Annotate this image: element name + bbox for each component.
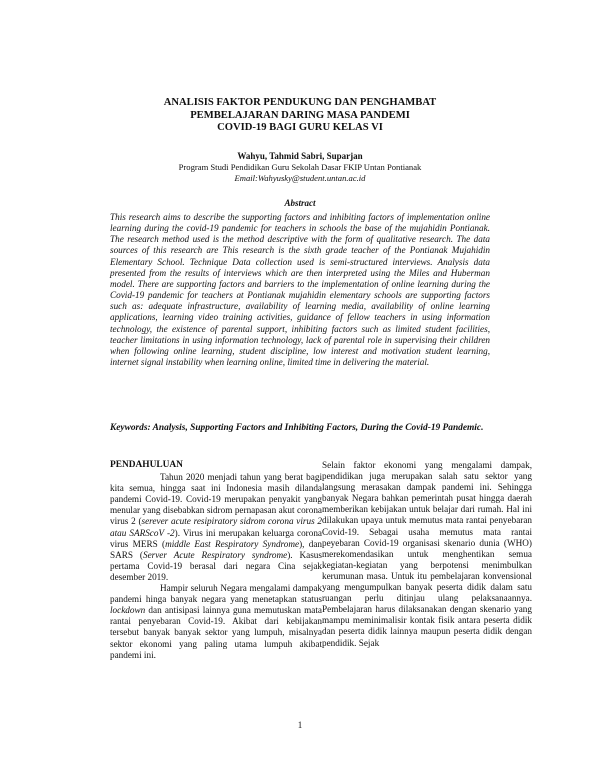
keywords: Keywords: Analysis, Supporting Factors and Inhibiting Factors, During the Covid-19 Pandemic. <box>110 423 484 433</box>
email: Email:Wahyusky@student.untan.ac.id <box>234 173 366 183</box>
text: ). Virus ini merupakan keluarga corona virus MERS ( <box>110 527 322 549</box>
text-italic: Server Acute Respiratory syndrome <box>142 549 288 560</box>
text-italic: middle East Respiratory Syndrome <box>165 538 300 549</box>
paragraph <box>110 472 322 583</box>
abstract-heading: Abstract <box>284 198 316 208</box>
title-line: PEMBELAJARAN DARING MASA PANDEMI <box>190 109 410 121</box>
paragraph: Selain faktor ekonomi yang mengalami dampak, pendidikan juga merupakan salah satu sektor yang langsung merasakan dampak pandemi ini. Sehingga banyak Negara bahkan pemerintah pusat hingga daerah memberikan kebijakan untuk belajar dari rumah. Hal ini dilakukan upaya untuk memutus mata rantai penyebaran Covid-19. Sebagai usaha memutus mata rantai peyebaran Covid-19 organisasi skenario dunia (WHO) merekomendasikan untuk menghentikan semua kegiatan-kegiatan yang berpotensi menimbulkan kerumunan masa. Untuk itu pembelajaran konvensional yang mengumpulkan banyak peserta didik dalam satu ruangan perlu ditinjau ulang pelaksanaannya. Pembelajaran harus dilaksanakan dengan skenario yang mampu meminimalisir kontak fisik antara peserta didik dan peserta didik lainnya maupun peserta didik dengan pendidik. Sejak <box>322 460 532 648</box>
paragraph <box>110 583 322 661</box>
text-italic: lockdown <box>110 605 146 616</box>
text: Hampir seluruh Negara mengalami dampak pandemi hinga banyak negara yang menetapkan status <box>110 583 322 605</box>
right-column <box>322 460 532 649</box>
abstract-text: This research aims to describe the supporting factors and inhibiting factors of implementation online learning during the covid-19 pandemic for teachers in schools the base of the mujahidin Pontianak. The research method used is the method descriptive with the form of qualitative research. The data sources of this research are This research is the sixth grade teacher of the Pontianak Mujahidin Elementary School. Technique Data collection used is semi-structured interviews. Analysis data presented from the results of interviews which are then interpreted using the Miles and Huberman model. There are supporting factors and barriers to the implementation of online learning during the Covid-19 pandemic for teachers at Pontianak mujahidin elementary schools are supporting factors such as: adequate infrastructure, availability of learning media, availability of online learning applications, learning video training activities, guidance of fellow teachers in using information technology, the existence of parental support, inhibiting factors such as limited student facilities, teacher limitations in using information technology, lack of parental role in supervising their children when following online learning, student discipline, low interest and motivation student learning, internet signal instability when learning online, limited time in delivering the material. <box>110 212 490 368</box>
text: ), dan SARS ( <box>110 538 322 560</box>
section-heading: PENDAHULUAN <box>110 460 183 470</box>
paper-title <box>100 97 500 135</box>
text: Tahun 2020 menjadi tahun yang berat bagi kita semua, hingga saat ini Indonesia masih dilanda pandemi Covid-19. Covid-19 merupakan penyakit yang menular yang disebabkan sidrom pernapasan akut corona virus 2 ( <box>110 472 322 527</box>
text: ). Kasus pertama Covid-19 berasal dari negara Cina sejak desember 2019. <box>110 549 322 582</box>
affiliation: Program Studi Pendidikan Guru Sekolah Dasar FKIP Untan Pontianak <box>178 162 422 172</box>
text: dan antisipasi lainnya guna memutuskan mata rantai penyebaran Covid-19. Akibat dari kebijakan tersebut banyak banyak sektor yang lumpuh, misalnya sektor ekonomi yang paling utama lumpuh akibat pandemi ini. <box>110 605 322 660</box>
page-number: 1 <box>297 720 303 730</box>
authors: Wahyu, Tahmid Sabri, Suparjan <box>237 151 363 161</box>
title-line: COVID-19 BAGI GURU KELAS VI <box>217 122 383 134</box>
text-italic: serever acute resipiratory sidrom corona virus 2 atau SARScoV -2 <box>110 516 322 538</box>
left-column <box>110 460 322 661</box>
title-line: ANALISIS FAKTOR PENDUKUNG DAN PENGHAMBAT <box>163 97 437 108</box>
